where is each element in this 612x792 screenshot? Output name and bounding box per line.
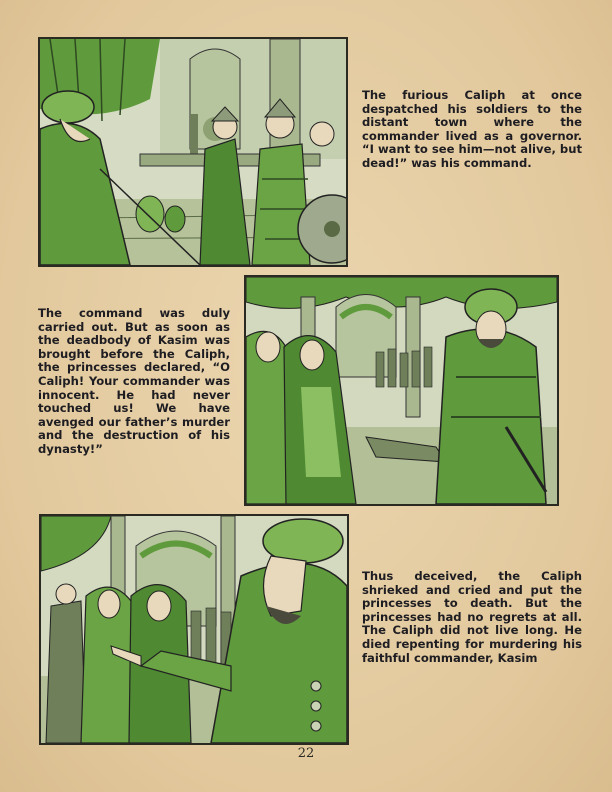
panel-caliph-commanding-soldiers — [38, 37, 348, 267]
caption-panel-1: The furious Caliph at once despatched his soldiers to the distant town where the commander lived as a governor. “I want to see him—not alive, but dead!” was his command. — [362, 88, 582, 170]
panel-caliph-deceived — [39, 514, 349, 745]
panel-princesses-declare — [244, 275, 559, 506]
illustration-caliph-and-princesses — [41, 516, 347, 743]
illustration-princesses-and-caliph — [246, 277, 557, 504]
caption-panel-2: The command was duly carried out. But as soon as the deadbody of Kasim was brought before the Caliph, the princesses declared, “O Caliph! Your commander was innocent. He had never touched us! We have avenged our father’s murder and the destruction of his dynasty!” — [38, 306, 230, 456]
page-number: 22 — [297, 746, 315, 761]
illustration-caliph-soldiers — [40, 39, 346, 265]
caption-panel-3: Thus deceived, the Caliph shrieked and cried and put the princesses to death. But the princesses had no regrets at all. The Caliph did not live long. He died repenting for murdering his faithful commander, Kasim — [362, 569, 582, 665]
